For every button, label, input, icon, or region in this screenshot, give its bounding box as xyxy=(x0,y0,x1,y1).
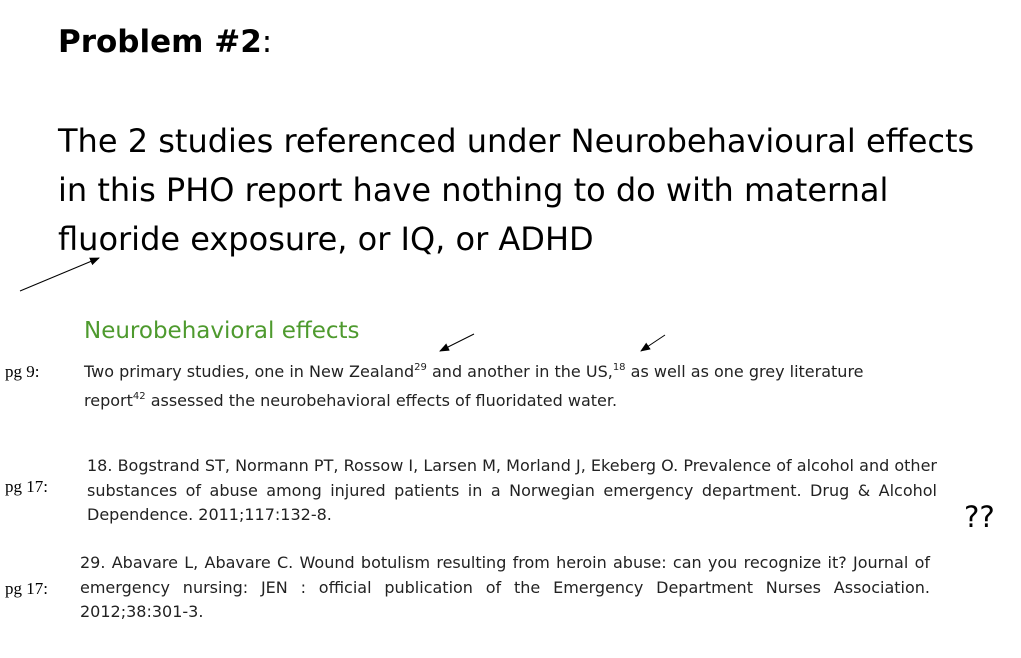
excerpt-text: report xyxy=(84,391,133,410)
statement-line-2: in this PHO report have nothing to do with maternal xyxy=(58,171,889,209)
page-label-pg17-ref18: pg 17: xyxy=(5,477,48,496)
reference-29: 29. Abavare L, Abavare C. Wound botulism resulting from heroin abuse: can you recognize it? Journal of emergency nursing: JEN : official publication of the Emergency Department Nurses Association. 2012;38:301-3. xyxy=(80,553,930,621)
citation-18: 18 xyxy=(612,362,626,373)
arrow-icon xyxy=(641,335,665,351)
title-bold: Problem #2 xyxy=(58,24,262,60)
reference-18: 18. Bogstrand ST, Normann PT, Rossow I, Larsen M, Morland J, Ekeberg O. Prevalence of alcohol and other substances of abuse among injured patients in a Norwegian emergency department. Drug & Alcohol Dependence. 2011;117:132-8. xyxy=(87,456,937,524)
excerpt-text: and another in the US, xyxy=(426,362,613,381)
excerpt-text: Two primary studies, one in New Zealand xyxy=(84,362,415,381)
page-label-pg9: pg 9: xyxy=(5,362,40,381)
title-colon: : xyxy=(261,24,273,60)
arrow-icon xyxy=(440,334,474,351)
excerpt-text: as well as one grey literature xyxy=(625,362,864,381)
arrow-icon xyxy=(20,258,99,291)
question-marks: ?? xyxy=(964,500,995,534)
excerpt-text: assessed the neurobehavioral effects of fluoridated water. xyxy=(145,391,618,410)
statement-line-3: fluoride exposure, or IQ, or ADHD xyxy=(58,220,594,258)
excerpt-heading: Neurobehavioral effects xyxy=(84,318,360,344)
citation-42: 42 xyxy=(132,391,146,402)
page-label-pg17-ref29: pg 17: xyxy=(5,579,48,598)
citation-29: 29 xyxy=(414,362,427,373)
statement-line-1: The 2 studies referenced under Neurobehavioural effects xyxy=(58,122,975,160)
